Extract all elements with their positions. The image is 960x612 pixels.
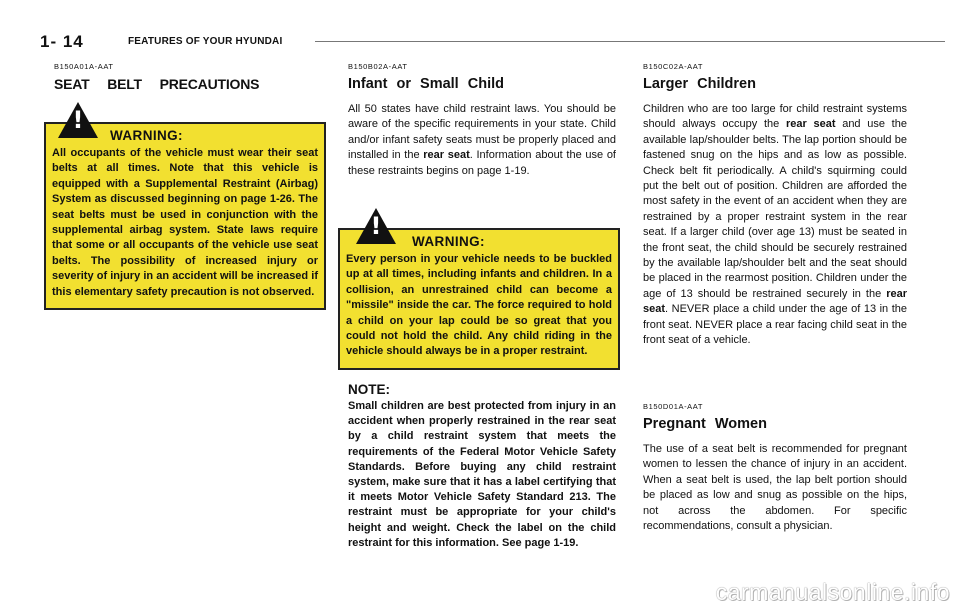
body-text-emphasis: rear seat <box>643 287 907 316</box>
body-text-part: and use the available lap/shoulder belts. The lap portion should be fastened snug on the hips and as low as possible. Check belt fit periodically. A child's squirming could put the belt out of position. Children are afforded the most safety in the event of an accident when they are restrained by a proper restraint system in the rear seat. If a larger child (over age 13) must be seated in the front seat, the child should be securely restrained by the available lap/shoulder belt and the seat should be placed in the rearmost position. Children under the age of 13 should be restrained securely in the <box>643 118 907 300</box>
header-rule <box>315 41 945 42</box>
page-header <box>40 32 920 52</box>
section-heading: SEAT BELT PRECAUTIONS <box>54 76 260 92</box>
note-block <box>348 382 616 551</box>
section-body <box>643 102 907 349</box>
body-text-part: . Information about the use of these restraints begins on page 1-19. <box>348 149 616 177</box>
section-heading: Pregnant Women <box>643 416 767 432</box>
warning-box-child <box>338 212 620 370</box>
warning-label: WARNING: <box>110 128 183 143</box>
column-infant-small-child <box>348 62 616 179</box>
section-body: The use of a seat belt is recommended for pregnant women to lessen the chance of injury in an accident. When a seat belt is used, the lap belt portion should be placed as low and snug as possible on the hips, not across the abdomen. For specific recommendations, consult a physician. <box>643 443 907 533</box>
exclamation-mark: ! <box>72 106 84 134</box>
note-label: NOTE: <box>348 382 390 397</box>
warning-header <box>52 106 318 146</box>
warning-text: All occupants of the vehicle must wear their seat belts at all times. Note that this vehicle is equipped with a Supplemental Restraint (Airbag) System as discussed beginning on page 1-26. The seat belts must be used in conjunction with the supplemental airbag system. State laws require that some or all occupants of the vehicle use seat belts. The possibility of increased injury or severity of injury in an accident will be increased if this elementary safety precaution is not observed. <box>52 147 318 298</box>
body-text-part: . NEVER place a child under the age of 13 in the front seat. NEVER place a rear facing child seat in the front seat of a vehicle. <box>643 303 907 347</box>
warning-box-seat-belts <box>44 106 326 310</box>
warning-text: Every person in your vehicle needs to be buckled up at all times, including infants and children. In a collision, an unrestrained child can become a "missile" inside the car. The force required to hold a child on your lap could be so great that you could not hold the child. Any child riding in the vehicle should always be in a proper restraint. <box>346 253 612 358</box>
note-text: Small children are best protected from injury in an accident when properly restrained in the rear seat by a child restraint system that meets the requirements of the Federal Motor Vehicle Safety Standards. Before buying any child restraint system, make sure that it has a label certifying that it meets Motor Vehicle Safety Standard 213. The restraint must be appropriate for your child's height and weight. Check the label on the child restraint for this information. See page 1-19. <box>348 400 616 549</box>
column-pregnant-women <box>643 402 907 534</box>
section-code: B150D01A-AAT <box>643 402 704 411</box>
section-title: FEATURES OF YOUR HYUNDAI <box>128 36 283 47</box>
section-heading: Larger Children <box>643 76 756 92</box>
page-number: 1- 14 <box>40 32 84 51</box>
column-larger-children <box>643 62 907 349</box>
body-text-emphasis: rear seat <box>785 118 836 131</box>
watermark: carmanualsonline.info <box>715 579 950 605</box>
section-heading: Infant or Small Child <box>348 76 504 92</box>
section-code: B150A01A-AAT <box>54 62 114 71</box>
exclamation-mark: ! <box>370 212 382 240</box>
warning-label: WARNING: <box>412 234 485 249</box>
column-seat-belt-precautions <box>54 62 326 102</box>
body-text-part: Children who are too large for child restraint systems should always occupy the <box>643 103 907 131</box>
body-text-emphasis: rear seat <box>423 149 470 162</box>
section-code: B150C02A-AAT <box>643 62 704 71</box>
section-code: B150B02A-AAT <box>348 62 408 71</box>
section-body <box>348 102 616 179</box>
warning-header <box>346 212 612 252</box>
body-text-part: All 50 states have child restraint laws. You should be aware of the specific requirements in your state. Child and/or infant safety seats must be properly placed and installed in the <box>348 103 616 162</box>
